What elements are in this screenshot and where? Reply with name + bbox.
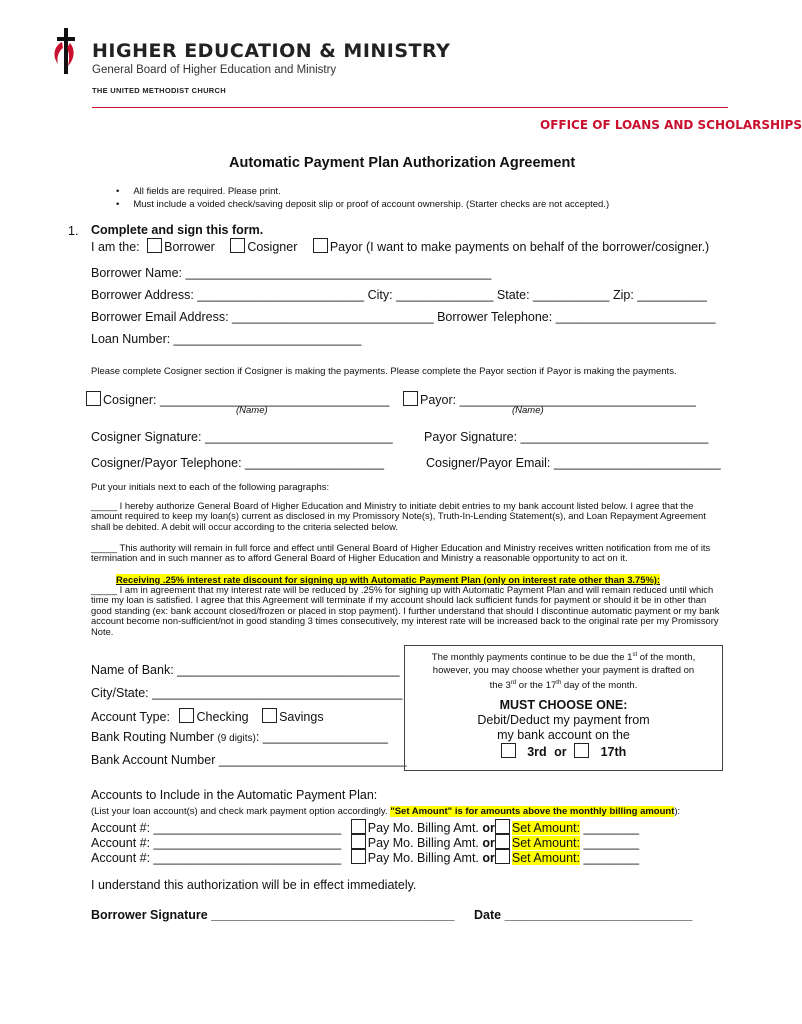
- payor-row: [403, 391, 696, 407]
- borrower-email-field[interactable]: Borrower Email Address: _____________________________ Borrower Telephone: _______________________: [91, 310, 716, 324]
- or-label: or: [482, 821, 495, 835]
- set-amount-input[interactable]: ________: [579, 836, 640, 850]
- savings-label: Savings: [279, 710, 324, 724]
- iam-row: [91, 238, 709, 254]
- set-amount-input[interactable]: ________: [579, 821, 640, 835]
- pay-billing-checkbox[interactable]: [351, 819, 366, 834]
- loan-number-field[interactable]: Loan Number: ___________________________: [91, 332, 362, 346]
- cosigner-option-label: Cosigner: [247, 240, 298, 254]
- iam-label: I am the:: [91, 240, 140, 254]
- set-amount-checkbox[interactable]: [495, 834, 510, 849]
- cosigner-payor-email-field[interactable]: Cosigner/Payor Email: ________________________: [426, 456, 721, 470]
- checking-checkbox[interactable]: [179, 708, 194, 723]
- set-amount-note: "Set Amount" is for amounts above the monthly billing amount: [390, 806, 675, 817]
- payor-name-field[interactable]: Payor: __________________________________: [420, 393, 696, 407]
- accounts-subheading: (List your loan account(s) and check mark payment option accordingly. "Set Amount" is for amounts above the monthly billing amount):: [91, 806, 681, 817]
- cosigner-payor-instruction: Please complete Cosigner section if Cosigner is making the payments. Please complete the Payor section if Payor is making the payments.: [91, 366, 677, 377]
- section-heading: Complete and sign this form.: [91, 223, 264, 237]
- church-name: THE UNITED METHODIST CHURCH: [92, 86, 226, 95]
- account-row: [91, 849, 639, 865]
- payor-name-caption: (Name): [512, 405, 544, 416]
- authorization-paragraph: _____ I hereby authorize General Board of Higher Education and Ministry to initiate debit entries to my bank account listed below. I agree that the amount required to keep my loan(s) current as disclosed in my Promissory Note(s), Truth-In-Lending Statement(s), and Loan Repayment Agreement shall be debited. A debit will occur according to the criteria selected below.: [91, 500, 706, 532]
- draft-day-callout: [404, 645, 723, 771]
- debit-line-2: my bank account on the: [497, 728, 630, 742]
- account-number-field[interactable]: Bank Account Number ___________________________: [91, 753, 407, 767]
- set-amount-checkbox[interactable]: [495, 849, 510, 864]
- initials-intro: Put your initials next to each of the following paragraphs:: [91, 482, 330, 493]
- account-type-label: Account Type:: [91, 710, 170, 724]
- borrower-checkbox[interactable]: [147, 238, 162, 253]
- draft-day-options: [405, 743, 722, 760]
- effective-statement: I understand this authorization will be in effect immediately.: [91, 878, 417, 892]
- payor-section-checkbox[interactable]: [403, 391, 418, 406]
- account-row: [91, 834, 639, 850]
- savings-checkbox[interactable]: [262, 708, 277, 723]
- day-3rd-checkbox[interactable]: [501, 743, 516, 758]
- set-amount-label: Set Amount:: [511, 836, 580, 850]
- cross-flame-logo: [48, 28, 80, 76]
- pay-billing-checkbox[interactable]: [351, 834, 366, 849]
- set-amount-input[interactable]: ________: [579, 851, 640, 865]
- borrower-option-label: Borrower: [164, 240, 215, 254]
- checking-label: Checking: [196, 710, 249, 724]
- cosigner-name-field[interactable]: Cosigner: _________________________________: [103, 393, 390, 407]
- borrower-name-field[interactable]: Borrower Name: ____________________________________________: [91, 266, 492, 280]
- cosigner-checkbox[interactable]: [230, 238, 245, 253]
- bullet-2: • Must include a voided check/saving deposit slip or proof of account ownership. (Starter checks are not accepted.): [116, 199, 610, 210]
- bank-name-field[interactable]: Name of Bank: ________________________________: [91, 663, 400, 677]
- set-amount-label: Set Amount:: [511, 821, 580, 835]
- payor-signature-field[interactable]: Payor Signature: ___________________________: [424, 430, 709, 444]
- callout-note: The monthly payments continue to be due the 1st of the month, however, you may choose whether your payment is drafted on the 3rd or the 17th day of the month.: [431, 652, 696, 692]
- debit-line-1: Debit/Deduct my payment from: [477, 713, 650, 727]
- payor-checkbox[interactable]: [313, 238, 328, 253]
- account-number-input[interactable]: Account #: ___________________________: [91, 851, 342, 865]
- accounts-heading: Accounts to Include in the Automatic Payment Plan:: [91, 788, 378, 802]
- pay-billing-checkbox[interactable]: [351, 849, 366, 864]
- date-field[interactable]: Date ___________________________: [474, 908, 693, 922]
- discount-paragraph: _____ I am in agreement that my interest rate will be reduced by .25% for sighing up with Automatic Payment Plan and will remain reduced until which time my loan is satisfied. I agree that this Agreement will terminate if my account should lack sufficient funds for payment or should it be in other than good standing (ex: bank account closed/frozen or placed in stop payment). I further understand that should I discontinue automatic payment or my bank account become non-sufficient/not in good standing 3 times consecutively, my interest rate will be increased back to the original rate per my Promissory Note.: [91, 584, 720, 637]
- or-label: or: [482, 836, 495, 850]
- borrower-address-field[interactable]: Borrower Address: ________________________ City: ______________ State: ___________ Zip: __________: [91, 288, 707, 302]
- termination-paragraph: _____ This authority will remain in full force and effect until General Board of Higher Education and Ministry receives written notification from me of its termination and in such manner as to afford General Board of Higher Education and Ministry a reasonable opportunity to act on it.: [91, 542, 711, 564]
- org-subtitle: General Board of Higher Education and Ministry: [92, 64, 337, 76]
- day-3rd-label: 3rd: [527, 745, 547, 759]
- bullet-1: • All fields are required. Please print.: [116, 186, 281, 197]
- bullet-2-text: Must include a voided check/saving deposit slip or proof of account ownership. (Starter checks are not accepted.): [133, 199, 610, 210]
- header-divider: [92, 107, 728, 108]
- or-label: or: [482, 851, 495, 865]
- pay-billing-label: Pay Mo. Billing Amt.: [367, 821, 479, 835]
- day-17th-label: 17th: [600, 745, 627, 759]
- routing-number-field[interactable]: [91, 730, 388, 744]
- bullet-1-text: All fields are required. Please print.: [133, 186, 281, 197]
- discount-heading-text: Receiving .25% interest rate discount for signing up with Automatic Payment Plan (only on interest rate other than 3.75%):: [116, 574, 661, 585]
- pay-billing-label: Pay Mo. Billing Amt.: [367, 836, 479, 850]
- office-title: OFFICE OF LOANS AND SCHOLARSHIPS: [540, 118, 802, 132]
- cosigner-signature-field[interactable]: Cosigner Signature: ___________________________: [91, 430, 393, 444]
- section-number: 1.: [68, 224, 79, 238]
- callout-choice: [405, 698, 722, 760]
- set-amount-checkbox[interactable]: [495, 819, 510, 834]
- routing-hint: (9 digits): [217, 733, 256, 744]
- pay-billing-label: Pay Mo. Billing Amt.: [367, 851, 479, 865]
- cosigner-section-checkbox[interactable]: [86, 391, 101, 406]
- cross-flame-icon: [48, 28, 80, 76]
- cosigner-payor-telephone-field[interactable]: Cosigner/Payor Telephone: ____________________: [91, 456, 385, 470]
- cosigner-name-caption: (Name): [236, 405, 268, 416]
- borrower-signature-field[interactable]: Borrower Signature ___________________________________: [91, 908, 455, 922]
- bank-city-state-field[interactable]: City/State: ____________________________________: [91, 686, 403, 700]
- or-label: or: [554, 745, 567, 759]
- account-number-input[interactable]: Account #: ___________________________: [91, 821, 342, 835]
- org-name: HIGHER EDUCATION & MINISTRY: [92, 40, 451, 62]
- routing-label: Bank Routing Number: [91, 730, 214, 744]
- payor-option-label: Payor (I want to make payments on behalf of the borrower/cosigner.): [329, 240, 710, 254]
- must-choose-label: MUST CHOOSE ONE:: [499, 698, 628, 712]
- day-17th-checkbox[interactable]: [574, 743, 589, 758]
- set-amount-label: Set Amount:: [511, 851, 580, 865]
- account-type-row: [91, 708, 324, 724]
- account-number-input[interactable]: Account #: ___________________________: [91, 836, 342, 850]
- account-row: [91, 819, 639, 835]
- routing-line: : __________________: [255, 730, 388, 744]
- form-title: Automatic Payment Plan Authorization Agreement: [229, 155, 576, 171]
